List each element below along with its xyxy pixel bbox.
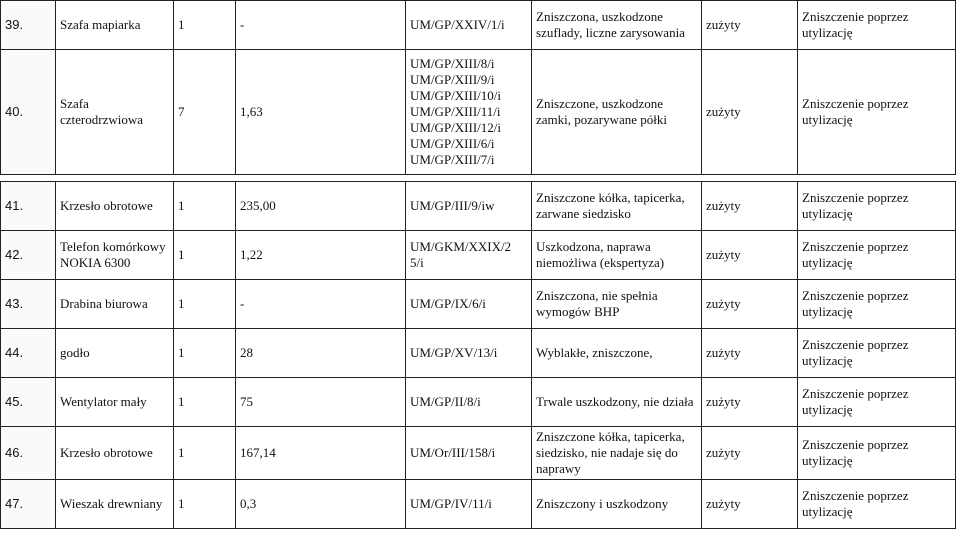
inventory-numbers	[406, 50, 532, 175]
item-quantity: 1	[174, 329, 236, 378]
inventory-number: UM/GP/XXIV/1/i	[410, 17, 505, 32]
item-condition: Zniszczona, nie spełnia wymogów BHP	[532, 280, 702, 329]
item-quantity: 1	[174, 480, 236, 529]
inventory-number: UM/GP/XIII/8/i	[410, 56, 495, 71]
inventory-number: UM/GP/XIII/12/i	[410, 120, 501, 135]
disposal-decision: Zniszczenie poprzez utylizację	[798, 427, 956, 480]
disposal-decision: Zniszczenie poprzez utylizację	[798, 378, 956, 427]
item-value: 1,63	[236, 50, 406, 175]
item-value: -	[236, 280, 406, 329]
item-name: Drabina biurowa	[56, 280, 174, 329]
item-name: Krzesło obrotowe	[56, 427, 174, 480]
table-row	[1, 378, 956, 427]
item-condition: Zniszczone kółka, tapicerka, siedzisko, nie nadaje się do naprawy	[532, 427, 702, 480]
table-row	[1, 280, 956, 329]
row-number: 41.	[1, 182, 56, 231]
disposal-decision: Zniszczenie poprzez utylizację	[798, 280, 956, 329]
row-number: 43.	[1, 280, 56, 329]
table-row	[1, 1, 956, 50]
item-status: zużyty	[702, 329, 798, 378]
item-quantity: 1	[174, 378, 236, 427]
inventory-number: UM/GP/XIII/7/i	[410, 152, 495, 167]
disposal-decision: Zniszczenie poprzez utylizację	[798, 182, 956, 231]
item-quantity: 1	[174, 231, 236, 280]
item-condition: Zniszczone kółka, tapicerka, zarwane siedzisko	[532, 182, 702, 231]
table-row	[1, 427, 956, 480]
inventory-number: UM/GKM/XXIX/2	[410, 239, 512, 254]
row-number: 39.	[1, 1, 56, 50]
item-value: 0,3	[236, 480, 406, 529]
item-value: 75	[236, 378, 406, 427]
disposal-decision: Zniszczenie poprzez utylizację	[798, 329, 956, 378]
item-status: zużyty	[702, 50, 798, 175]
inventory-number: UM/GP/II/8/i	[410, 394, 481, 409]
item-condition: Wyblakłe, zniszczone,	[532, 329, 702, 378]
item-condition: Zniszczone, uszkodzone zamki, pozarywane półki	[532, 50, 702, 175]
item-condition: Zniszczona, uszkodzone szuflady, liczne zarysowania	[532, 1, 702, 50]
item-value: 28	[236, 329, 406, 378]
table-row	[1, 231, 956, 280]
item-condition: Trwale uszkodzony, nie działa	[532, 378, 702, 427]
row-number: 47.	[1, 480, 56, 529]
inventory-numbers	[406, 427, 532, 480]
item-value: 167,14	[236, 427, 406, 480]
inventory-table-bottom	[0, 181, 956, 529]
inventory-number: UM/Or/III/158/i	[410, 445, 496, 460]
row-number: 42.	[1, 231, 56, 280]
item-quantity: 1	[174, 280, 236, 329]
item-value: 1,22	[236, 231, 406, 280]
disposal-decision: Zniszczenie poprzez utylizację	[798, 480, 956, 529]
item-condition: Zniszczony i uszkodzony	[532, 480, 702, 529]
row-number: 46.	[1, 427, 56, 480]
item-name: Wentylator mały	[56, 378, 174, 427]
row-number: 44.	[1, 329, 56, 378]
item-status: zużyty	[702, 182, 798, 231]
inventory-numbers	[406, 329, 532, 378]
item-name: Telefon komórkowy NOKIA 6300	[56, 231, 174, 280]
inventory-number: UM/GP/XV/13/i	[410, 345, 498, 360]
inventory-numbers	[406, 378, 532, 427]
inventory-number: UM/GP/XIII/6/i	[410, 136, 495, 151]
item-condition: Uszkodzona, naprawa niemożliwa (ekspertyza)	[532, 231, 702, 280]
disposal-decision: Zniszczenie poprzez utylizację	[798, 1, 956, 50]
table-row	[1, 480, 956, 529]
item-status: zużyty	[702, 480, 798, 529]
inventory-number: 5/i	[410, 255, 424, 270]
inventory-number: UM/GP/IV/11/i	[410, 496, 492, 511]
table-row	[1, 329, 956, 378]
table-row	[1, 182, 956, 231]
item-status: zużyty	[702, 1, 798, 50]
item-quantity: 1	[174, 427, 236, 480]
table-row	[1, 50, 956, 175]
item-name: Szafa czterodrzwiowa	[56, 50, 174, 175]
item-name: Szafa mapiarka	[56, 1, 174, 50]
inventory-numbers	[406, 1, 532, 50]
inventory-number: UM/GP/III/9/iw	[410, 198, 495, 213]
inventory-number: UM/GP/XIII/10/i	[410, 88, 501, 103]
inventory-number: UM/GP/XIII/9/i	[410, 72, 495, 87]
inventory-numbers	[406, 480, 532, 529]
item-status: zużyty	[702, 231, 798, 280]
item-status: zużyty	[702, 378, 798, 427]
inventory-numbers	[406, 182, 532, 231]
item-quantity: 1	[174, 182, 236, 231]
inventory-numbers	[406, 231, 532, 280]
disposal-decision: Zniszczenie poprzez utylizację	[798, 50, 956, 175]
item-name: godło	[56, 329, 174, 378]
inventory-number: UM/GP/IX/6/i	[410, 296, 486, 311]
item-value: -	[236, 1, 406, 50]
item-status: zużyty	[702, 427, 798, 480]
item-name: Wieszak drewniany	[56, 480, 174, 529]
item-status: zużyty	[702, 280, 798, 329]
inventory-numbers	[406, 280, 532, 329]
inventory-table-top	[0, 0, 956, 175]
item-quantity: 7	[174, 50, 236, 175]
item-value: 235,00	[236, 182, 406, 231]
row-number: 45.	[1, 378, 56, 427]
inventory-number: UM/GP/XIII/11/i	[410, 104, 501, 119]
item-quantity: 1	[174, 1, 236, 50]
item-name: Krzesło obrotowe	[56, 182, 174, 231]
disposal-decision: Zniszczenie poprzez utylizację	[798, 231, 956, 280]
row-number: 40.	[1, 50, 56, 175]
